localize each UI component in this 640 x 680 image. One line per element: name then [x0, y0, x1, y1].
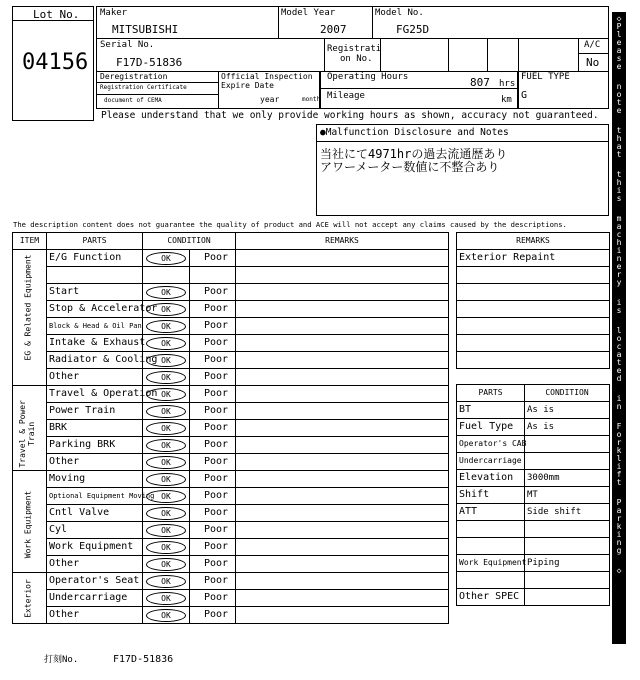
- part-name: Undercarriage: [47, 590, 143, 607]
- condition-row: [13, 267, 449, 284]
- part-name: Other: [47, 369, 143, 386]
- poor-cell: Poor: [190, 369, 236, 386]
- part-name: Stop & Accelerator: [47, 301, 143, 318]
- condition-row: [13, 386, 449, 403]
- part-name: E/G Function: [47, 250, 143, 267]
- operating-label: Operating Hours: [327, 72, 409, 82]
- maker-value: MITSUBISHI: [112, 23, 179, 36]
- ok-selected: OK: [146, 490, 186, 503]
- model-year-value: 2007: [320, 23, 347, 36]
- remarks-cell: [236, 590, 449, 607]
- right-remarks-row: [457, 267, 610, 284]
- part-name: Radiator & Cooling: [47, 352, 143, 369]
- footer-label: 打刻No.: [44, 655, 79, 665]
- right-remarks-row: [457, 335, 610, 352]
- dereg-sub2: document of CEMA: [104, 97, 162, 104]
- right-part-condition: As is: [525, 402, 610, 419]
- ok-selected: OK: [146, 371, 186, 384]
- category-travel: Travel & Power Train: [18, 400, 36, 468]
- poor-cell: Poor: [190, 607, 236, 624]
- ok-cell: [143, 522, 190, 539]
- poor-cell: Poor: [190, 335, 236, 352]
- right-parts-row: [457, 436, 610, 453]
- right-part-name: Other SPEC: [457, 589, 525, 606]
- part-name: Travel & Operation: [47, 386, 143, 403]
- disclaimer: The description content does not guarantee the quality of product and ACE will not accept any claims caused by the descriptions.: [13, 220, 567, 229]
- right-part-name: Work Equipment: [457, 555, 525, 572]
- right-part-name: Undercarriage: [457, 453, 525, 470]
- right-part-name: BT: [457, 402, 525, 419]
- remarks-cell: [236, 539, 449, 556]
- ok-cell: [143, 488, 190, 505]
- part-name: Other: [47, 556, 143, 573]
- condition-row: [13, 403, 449, 420]
- header-remarks: REMARKS: [236, 233, 449, 250]
- model-year-label: Model Year: [281, 8, 336, 18]
- ok-selected: OK: [146, 422, 186, 435]
- ok-cell: [143, 318, 190, 335]
- right-parts-row: [457, 589, 610, 606]
- condition-row: [13, 556, 449, 573]
- ok-cell: [143, 590, 190, 607]
- serial-value: F17D-51836: [116, 56, 183, 69]
- right-part-name: [457, 521, 525, 538]
- part-name: Other: [47, 607, 143, 624]
- remarks-cell: [236, 352, 449, 369]
- item-cell: [13, 471, 47, 488]
- poor-cell: Poor: [190, 352, 236, 369]
- ok-cell: [143, 607, 190, 624]
- ok-cell: [143, 386, 190, 403]
- right-part-name: [457, 538, 525, 555]
- right-remarks-row: [457, 318, 610, 335]
- right-remarks-cell: [457, 335, 610, 352]
- location-notice-bar: [612, 12, 626, 644]
- ok-selected: OK: [146, 252, 186, 265]
- ok-cell: [143, 335, 190, 352]
- condition-row: [13, 318, 449, 335]
- ok-cell: [143, 352, 190, 369]
- condition-row: [13, 369, 449, 386]
- poor-cell: Poor: [190, 573, 236, 590]
- poor-cell: Poor: [190, 505, 236, 522]
- part-name: Other: [47, 454, 143, 471]
- ok-cell: [143, 471, 190, 488]
- model-no-label: Model No.: [375, 8, 424, 18]
- right-parts-row: [457, 538, 610, 555]
- ok-selected: OK: [146, 388, 186, 401]
- header-parts-2: PARTS: [457, 385, 525, 402]
- ok-selected: OK: [146, 609, 186, 622]
- malfunction-line-1: 当社にて4971hrの過去流通歴あり: [320, 147, 508, 161]
- ok-selected: OK: [146, 541, 186, 554]
- item-cell: [13, 369, 47, 386]
- category-exterior: Exterior: [23, 579, 33, 618]
- part-name: Operator's Seat: [47, 573, 143, 590]
- right-remarks-row: [457, 301, 610, 318]
- poor-cell: Poor: [190, 386, 236, 403]
- operating-value: 807: [470, 76, 490, 89]
- condition-row: [13, 522, 449, 539]
- poor-cell: Poor: [190, 437, 236, 454]
- dereg-label: Deregistration: [100, 72, 168, 81]
- part-name: Block & Head & Oil Pan: [47, 318, 143, 335]
- right-remarks-cell: [457, 301, 610, 318]
- part-name: Cyl: [47, 522, 143, 539]
- right-part-condition: [525, 453, 610, 470]
- registration-label-2: on No.: [340, 54, 373, 64]
- right-remarks-row: [457, 352, 610, 369]
- ok-cell: [143, 250, 190, 267]
- condition-row: [13, 505, 449, 522]
- remarks-cell: [236, 335, 449, 352]
- ok-selected: OK: [146, 303, 186, 316]
- malfunction-line-2: アワーメーター数値に不整合あり: [320, 160, 500, 174]
- poor-cell: [190, 267, 236, 284]
- ok-cell: [143, 539, 190, 556]
- condition-row: [13, 590, 449, 607]
- right-parts-table: [456, 384, 610, 606]
- condition-row: [13, 607, 449, 624]
- condition-row: [13, 471, 449, 488]
- header-condition-2: CONDITION: [525, 385, 610, 402]
- remarks-cell: [236, 318, 449, 335]
- remarks-cell: [236, 488, 449, 505]
- poor-cell: Poor: [190, 556, 236, 573]
- right-parts-row: [457, 402, 610, 419]
- ok-selected: OK: [146, 337, 186, 350]
- right-remarks-cell: [457, 318, 610, 335]
- right-remarks-cell: [457, 352, 610, 369]
- right-remarks-table: [456, 232, 610, 369]
- right-part-condition: [525, 589, 610, 606]
- part-name: Power Train: [47, 403, 143, 420]
- right-part-condition: [525, 538, 610, 555]
- condition-row: [13, 301, 449, 318]
- footer-value: F17D-51836: [113, 654, 174, 665]
- location-notice: ◇ P l e a s e n o t e t h a t t h i s m a c h i n e r y i s l o c a t e d i n F o r k l i f t P a r k i n g ◇: [616, 14, 622, 575]
- ok-selected: OK: [146, 354, 186, 367]
- ok-cell: [143, 556, 190, 573]
- remarks-cell: [236, 420, 449, 437]
- ac-value: No: [586, 56, 600, 69]
- header-item: ITEM: [13, 233, 47, 250]
- inspection-month: month: [302, 96, 321, 103]
- fuel-label: FUEL TYPE: [521, 72, 570, 82]
- right-parts-row: [457, 487, 610, 504]
- right-parts-row: [457, 555, 610, 572]
- remarks-cell: [236, 386, 449, 403]
- ok-cell: [143, 284, 190, 301]
- poor-cell: Poor: [190, 318, 236, 335]
- ok-cell: [143, 267, 190, 284]
- part-name: Start: [47, 284, 143, 301]
- right-part-condition: Piping: [525, 555, 610, 572]
- right-part-condition: MT: [525, 487, 610, 504]
- condition-row: [13, 539, 449, 556]
- mileage-label: Mileage: [327, 91, 365, 101]
- registration-label: Registrati: [327, 44, 382, 54]
- part-name: Optional Equipment Moving: [47, 488, 143, 505]
- condition-row: [13, 488, 449, 505]
- right-part-condition: As is: [525, 419, 610, 436]
- ok-selected: OK: [146, 405, 186, 418]
- condition-row: [13, 573, 449, 590]
- condition-row: [13, 437, 449, 454]
- inspection-label-2: Expire Date: [221, 81, 274, 90]
- poor-cell: Poor: [190, 454, 236, 471]
- poor-cell: Poor: [190, 590, 236, 607]
- right-parts-row: [457, 504, 610, 521]
- right-part-name: Fuel Type: [457, 419, 525, 436]
- ok-cell: [143, 573, 190, 590]
- remarks-cell: [236, 471, 449, 488]
- right-part-name: Elevation: [457, 470, 525, 487]
- part-name: [47, 267, 143, 284]
- ok-cell: [143, 301, 190, 318]
- model-no-value: FG25D: [396, 23, 430, 36]
- right-remarks-cell: [457, 267, 610, 284]
- right-part-condition: [525, 521, 610, 538]
- ok-cell: [143, 403, 190, 420]
- poor-cell: Poor: [190, 403, 236, 420]
- condition-row: [13, 420, 449, 437]
- poor-cell: Poor: [190, 284, 236, 301]
- ok-selected: OK: [146, 592, 186, 605]
- hours-notice: Please understand that we only provide working hours as shown, accuracy not guaranteed.: [101, 110, 599, 121]
- ok-cell: [143, 437, 190, 454]
- poor-cell: Poor: [190, 522, 236, 539]
- right-part-condition: [525, 436, 610, 453]
- remarks-cell: [236, 607, 449, 624]
- right-remarks-row: [457, 250, 610, 267]
- ok-cell: [143, 505, 190, 522]
- condition-row: [13, 335, 449, 352]
- maker-label: Maker: [100, 8, 128, 18]
- ac-label: A/C: [584, 40, 601, 50]
- ok-selected: OK: [146, 575, 186, 588]
- remarks-cell: [236, 403, 449, 420]
- category-eg: EG & Related Equipment: [23, 254, 33, 361]
- right-remarks-row: [457, 284, 610, 301]
- ok-cell: [143, 454, 190, 471]
- part-name: BRK: [47, 420, 143, 437]
- condition-row: [13, 352, 449, 369]
- remarks-cell: [236, 454, 449, 471]
- part-name: Cntl Valve: [47, 505, 143, 522]
- ok-selected: OK: [146, 473, 186, 486]
- poor-cell: Poor: [190, 539, 236, 556]
- remarks-cell: [236, 437, 449, 454]
- remarks-cell: [236, 250, 449, 267]
- dereg-sub1: Registration Certificate: [100, 84, 187, 91]
- right-parts-row: [457, 419, 610, 436]
- mileage-unit: km: [501, 95, 512, 105]
- header-parts: PARTS: [47, 233, 143, 250]
- serial-label: Serial No.: [100, 40, 155, 50]
- ok-selected: OK: [146, 439, 186, 452]
- right-part-condition: [525, 572, 610, 589]
- poor-cell: Poor: [190, 250, 236, 267]
- right-part-name: Shift: [457, 487, 525, 504]
- right-remarks-cell: [457, 284, 610, 301]
- right-parts-row: [457, 453, 610, 470]
- ok-cell: [143, 369, 190, 386]
- right-part-name: [457, 572, 525, 589]
- remarks-cell: [236, 505, 449, 522]
- part-name: Work Equipment: [47, 539, 143, 556]
- part-name: Intake & Exhaust: [47, 335, 143, 352]
- lot-number: 04156: [22, 50, 89, 75]
- ok-selected: OK: [146, 456, 186, 469]
- remarks-cell: [236, 284, 449, 301]
- condition-row: [13, 250, 449, 267]
- ok-selected: OK: [146, 558, 186, 571]
- header-remarks-2: REMARKS: [457, 233, 610, 250]
- malfunction-title: ●Malfunction Disclosure and Notes: [320, 127, 509, 138]
- ok-selected: OK: [146, 286, 186, 299]
- right-part-name: ATT: [457, 504, 525, 521]
- right-part-condition: Side shift: [525, 504, 610, 521]
- right-parts-row: [457, 470, 610, 487]
- right-part-condition: 3000mm: [525, 470, 610, 487]
- right-part-name: Operator's CAB: [457, 436, 525, 453]
- remarks-cell: [236, 301, 449, 318]
- right-parts-row: [457, 521, 610, 538]
- condition-table: [12, 232, 449, 624]
- remarks-cell: [236, 556, 449, 573]
- ok-selected: OK: [146, 524, 186, 537]
- lot-label: Lot No.: [33, 8, 80, 21]
- header-condition: CONDITION: [143, 233, 236, 250]
- poor-cell: Poor: [190, 471, 236, 488]
- poor-cell: Poor: [190, 420, 236, 437]
- operating-unit: hrs: [499, 79, 516, 89]
- inspection-year: year: [260, 95, 280, 104]
- part-name: Parking BRK: [47, 437, 143, 454]
- poor-cell: Poor: [190, 488, 236, 505]
- right-remarks-cell: Exterior Repaint: [457, 250, 610, 267]
- category-work: Work Equipment: [23, 490, 33, 559]
- condition-row: [13, 454, 449, 471]
- ok-selected: OK: [146, 320, 186, 333]
- remarks-cell: [236, 573, 449, 590]
- ok-cell: [143, 420, 190, 437]
- ok-selected: OK: [146, 507, 186, 520]
- part-name: Moving: [47, 471, 143, 488]
- inspection-label: Official Inspection: [221, 72, 313, 81]
- remarks-cell: [236, 267, 449, 284]
- fuel-value: G: [521, 90, 528, 101]
- right-parts-row: [457, 572, 610, 589]
- remarks-cell: [236, 522, 449, 539]
- condition-row: [13, 284, 449, 301]
- remarks-cell: [236, 369, 449, 386]
- poor-cell: Poor: [190, 301, 236, 318]
